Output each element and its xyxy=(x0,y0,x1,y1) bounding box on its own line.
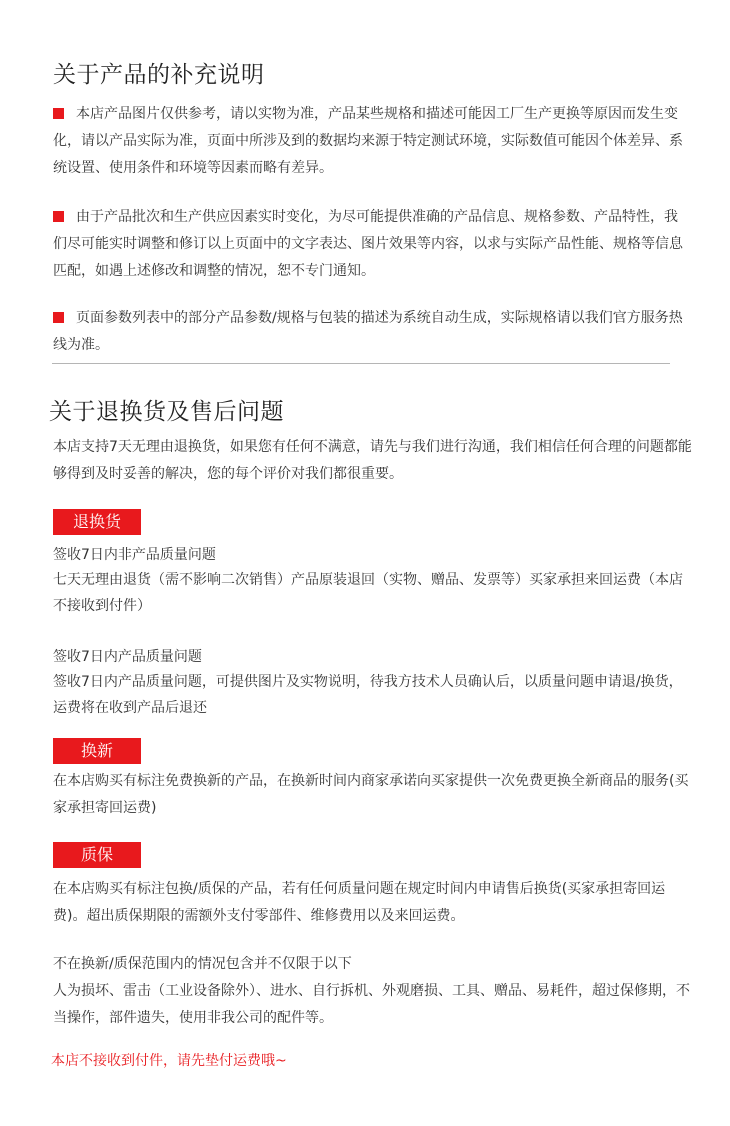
exchange-text: 在本店购买有标注免费换新的产品，在换新时间内商家承诺向买家提供一次免费更换全新商品的服务(买家承担寄回运费) xyxy=(53,773,689,816)
non-quality-heading: 签收7日内非产品质量问题 xyxy=(53,547,216,563)
return-tag: 退换货 xyxy=(53,509,141,535)
supplement-title: 关于产品的补充说明 xyxy=(53,62,265,88)
red-square-bullet-icon xyxy=(53,211,64,222)
red-square-bullet-icon xyxy=(53,312,64,323)
quality-heading: 签收7日内产品质量问题 xyxy=(53,649,202,665)
supplement-item xyxy=(53,204,683,285)
cod-notice: 本店不接收到付件，请先垫付运费哦~ xyxy=(51,1053,287,1069)
after-sales-intro: 本店支持7天无理由退换货，如果您有任何不满意，请先与我们进行沟通，我们相信任何合理的问题都能够得到及时妥善的解决，您的每个评价对我们都很重要。 xyxy=(53,439,692,482)
supplement-item-text: 由于产品批次和生产供应因素实时变化，为尽可能提供准确的产品信息、规格参数、产品特性，我们尽可能实时调整和修订以上页面中的文字表达、图片效果等内容，以求与实际产品性能、规格等信息匹配，如遇上述修改和调整的情况，恕不专门通知。 xyxy=(53,209,683,279)
supplement-item xyxy=(53,101,683,182)
exclusion-text: 人为损坏、雷击（工业设备除外）、进水、自行拆机、外观磨损、工具、赠品、易耗件，超过保修期，不当操作，部件遗失，使用非我公司的配件等。 xyxy=(53,983,690,1026)
non-quality-text: 七天无理由退货（需不影响二次销售）产品原装退回（实物、赠品、发票等）买家承担来回运费（本店不接收到付件） xyxy=(53,572,683,614)
warranty-text: 在本店购买有标注包换/质保的产品，若有任何质量问题在规定时间内申请售后换货(买家承担寄回运费)。超出质保期限的需额外支付零部件、维修费用以及来回运费。 xyxy=(53,881,666,924)
exchange-tag: 换新 xyxy=(53,738,141,764)
warranty-tag: 质保 xyxy=(53,842,141,868)
after-sales-title: 关于退换货及售后问题 xyxy=(49,399,284,425)
supplement-item-text: 页面参数列表中的部分产品参数/规格与包装的描述为系统自动生成，实际规格请以我们官方服务热线为准。 xyxy=(53,310,683,353)
red-square-bullet-icon xyxy=(53,108,64,119)
section-divider xyxy=(52,363,670,364)
supplement-item xyxy=(53,305,683,359)
supplement-item-text: 本店产品图片仅供参考，请以实物为准，产品某些规格和描述可能因工厂生产更换等原因而发生变化，请以产品实际为准，页面中所涉及到的数据均来源于特定测试环境，实际数值可能因个体差异、系统设置、使用条件和环境等因素而略有差异。 xyxy=(53,106,683,176)
quality-text: 签收7日内产品质量问题，可提供图片及实物说明，待我方技术人员确认后，以质量问题申请退/换货，运费将在收到产品后退还 xyxy=(53,674,683,716)
exclusion-heading: 不在换新/质保范围内的情况包含并不仅限于以下 xyxy=(53,956,352,972)
